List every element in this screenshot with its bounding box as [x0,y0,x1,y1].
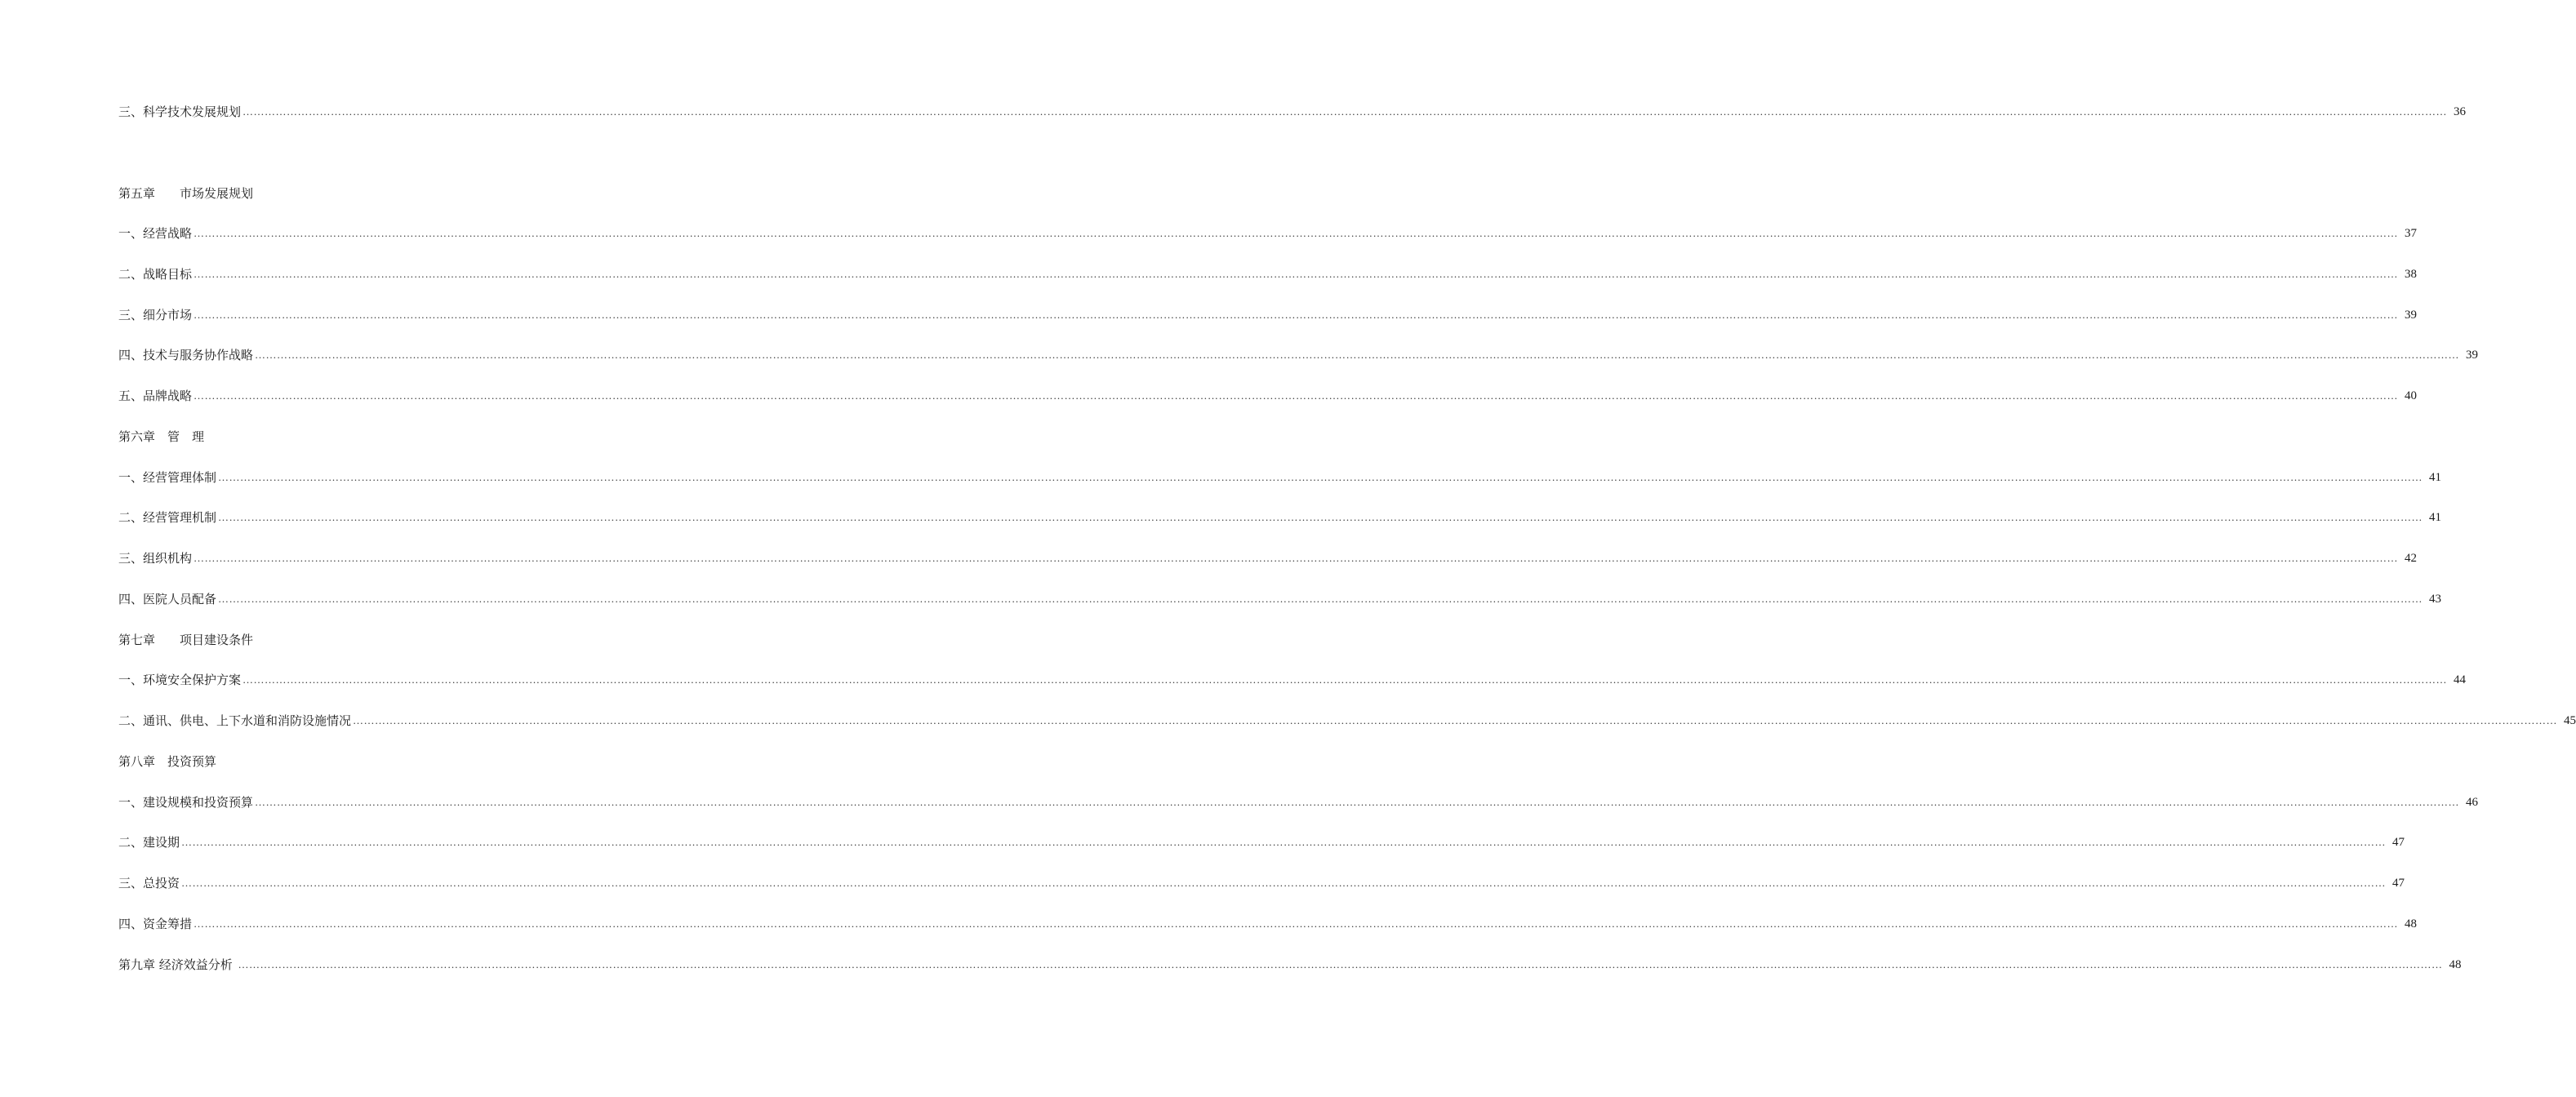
toc-entry-label: 四、资金筹措 [118,917,193,931]
toc-entry-label: 四、医院人员配备 [118,592,217,606]
toc-leader-dots: …………………………………………………………………………………………………………………………………………………………………………………………………………………………………………………………………………………………………………………………………………………………………………………………………………………………………………………………………………………………………………………………………………………… [194,552,2399,564]
toc-entry [118,103,2467,121]
toc-entry-page: 48 [2405,917,2418,930]
toc-leader-dots: …………………………………………………………………………………………………………………………………………………………………………………………………………………………………………………………………………………………………………………………………………………………………………………………………………………………………………………………………………………………………………………………………………………… [181,877,2387,889]
toc-leader-dots: …………………………………………………………………………………………………………………………………………………………………………………………………………………………………………………………………………………………………………………………………………………………………………………………………………………………………………………………………………………………………………………………………………………… [238,958,2443,970]
toc-leader-dots: …………………………………………………………………………………………………………………………………………………………………………………………………………………………………………………………………………………………………………………………………………………………………………………………………………………………………………………………………………………………………………………………………………………… [255,796,2460,808]
toc-entry-page: 46 [2466,796,2479,809]
toc-entry-page: 45 [2564,714,2576,727]
toc-entry-label: 三、总投资 [118,876,180,890]
toc-entry-page: 41 [2429,511,2442,524]
toc-entry [118,671,2467,689]
toc-leader-dots: …………………………………………………………………………………………………………………………………………………………………………………………………………………………………………………………………………………………………………………………………………………………………………………………………………………………………………………………………………………………………………………………………………………… [194,309,2399,321]
toc-leader-dots: …………………………………………………………………………………………………………………………………………………………………………………………………………………………………………………………………………………………………………………………………………………………………………………………………………………………………………………………………………………………………………………………………………………… [255,349,2460,361]
toc-entry-page: 38 [2405,268,2418,281]
toc-entry-page: 37 [2405,227,2418,240]
toc-leader-dots: …………………………………………………………………………………………………………………………………………………………………………………………………………………………………………………………………………………………………………………………………………………………………………………………………………………………………………………………………………………………………………………………………………………… [181,836,2387,848]
chapter-heading: 第七章 项目建设条件 [118,633,254,647]
toc-entry [118,265,2418,283]
chapter-heading: 第五章 市场发展规划 [118,186,254,201]
toc-entry-label: 二、经营管理机制 [118,510,217,525]
toc-entry [118,224,2418,242]
toc-entry [118,346,2479,364]
toc-leader-dots: …………………………………………………………………………………………………………………………………………………………………………………………………………………………………………………………………………………………………………………………………………………………………………………………………………………………………………………………………………………………………………………………………………………… [242,105,2448,118]
toc-entry [118,915,2418,933]
toc-entry-label: 一、经营战略 [118,226,193,241]
toc-entry [118,874,2405,892]
toc-entry-page: 42 [2405,552,2418,565]
toc-leader-dots: …………………………………………………………………………………………………………………………………………………………………………………………………………………………………………………………………………………………………………………………………………………………………………………………………………………………………………………………………………………………………………………………………………………… [194,268,2399,280]
toc-leader-dots: …………………………………………………………………………………………………………………………………………………………………………………………………………………………………………………………………………………………………………………………………………………………………………………………………………………………………………………………………………………………………………………………………………………… [218,471,2423,483]
toc-entry-page: 43 [2429,593,2442,606]
toc-entry-page: 39 [2405,309,2418,322]
toc-entry-page: 47 [2392,877,2405,890]
chapter-heading: 第八章 投资预算 [118,754,217,769]
toc-entry [118,509,2442,526]
toc-entry-label: 三、组织机构 [118,551,193,566]
toc-entry-page: 39 [2466,349,2479,362]
toc-leader-dots: …………………………………………………………………………………………………………………………………………………………………………………………………………………………………………………………………………………………………………………………………………………………………………………………………………………………………………………………………………………………………………………………………………………… [218,593,2423,605]
toc-entry-page: 41 [2429,471,2442,484]
toc-entry [118,306,2418,324]
toc-chapter-entry [118,956,2462,974]
toc-entry [118,387,2418,405]
toc-entry-page: 48 [2449,958,2462,971]
toc-leader-dots: …………………………………………………………………………………………………………………………………………………………………………………………………………………………………………………………………………………………………………………………………………………………………………………………………………………………………………………………………………………………………………………………………………………… [353,714,2558,726]
toc-leader-dots: …………………………………………………………………………………………………………………………………………………………………………………………………………………………………………………………………………………………………………………………………………………………………………………………………………………………………………………………………………………………………………………………………………………… [194,389,2399,402]
toc-leader-dots: …………………………………………………………………………………………………………………………………………………………………………………………………………………………………………………………………………………………………………………………………………………………………………………………………………………………………………………………………………………………………………………………………………………… [218,511,2423,523]
toc-entry [118,549,2418,567]
toc-entry-page: 36 [2454,105,2467,118]
toc-entry-label: 二、通讯、供电、上下水道和消防设施情况 [118,713,352,728]
chapter-heading: 第六章 管 理 [118,429,205,444]
toc-entry-label: 一、经营管理体制 [118,470,217,485]
toc-entry [118,590,2442,608]
toc-leader-dots: …………………………………………………………………………………………………………………………………………………………………………………………………………………………………………………………………………………………………………………………………………………………………………………………………………………………………………………………………………………………………………………………………………………… [194,227,2399,239]
toc-entry-page: 40 [2405,389,2418,402]
toc-entry-label: 二、战略目标 [118,267,193,282]
toc-entry-label: 二、建设期 [118,835,180,850]
toc-entry-page: 44 [2454,673,2467,686]
toc-entry-label: 一、环境安全保护方案 [118,673,242,687]
toc-entry-label: 一、建设规模和投资预算 [118,795,254,810]
toc-entry-label: 四、技术与服务协作战略 [118,348,254,362]
toc-entry [118,793,2479,811]
toc-entry-label: 三、科学技术发展规划 [118,104,242,119]
toc-entry [118,469,2442,486]
toc-leader-dots: …………………………………………………………………………………………………………………………………………………………………………………………………………………………………………………………………………………………………………………………………………………………………………………………………………………………………………………………………………………………………………………………………………………… [194,917,2399,930]
toc-leader-dots: …………………………………………………………………………………………………………………………………………………………………………………………………………………………………………………………………………………………………………………………………………………………………………………………………………………………………………………………………………………………………………………………………………………… [242,673,2448,686]
toc-entry-page: 47 [2392,836,2405,849]
toc-entry [118,833,2405,851]
toc-entry-label: 五、品牌战略 [118,389,193,403]
toc-entry-label: 第九章 经济效益分析 [118,957,237,972]
toc-entry [118,712,2576,730]
toc-entry-label: 三、细分市场 [118,308,193,322]
